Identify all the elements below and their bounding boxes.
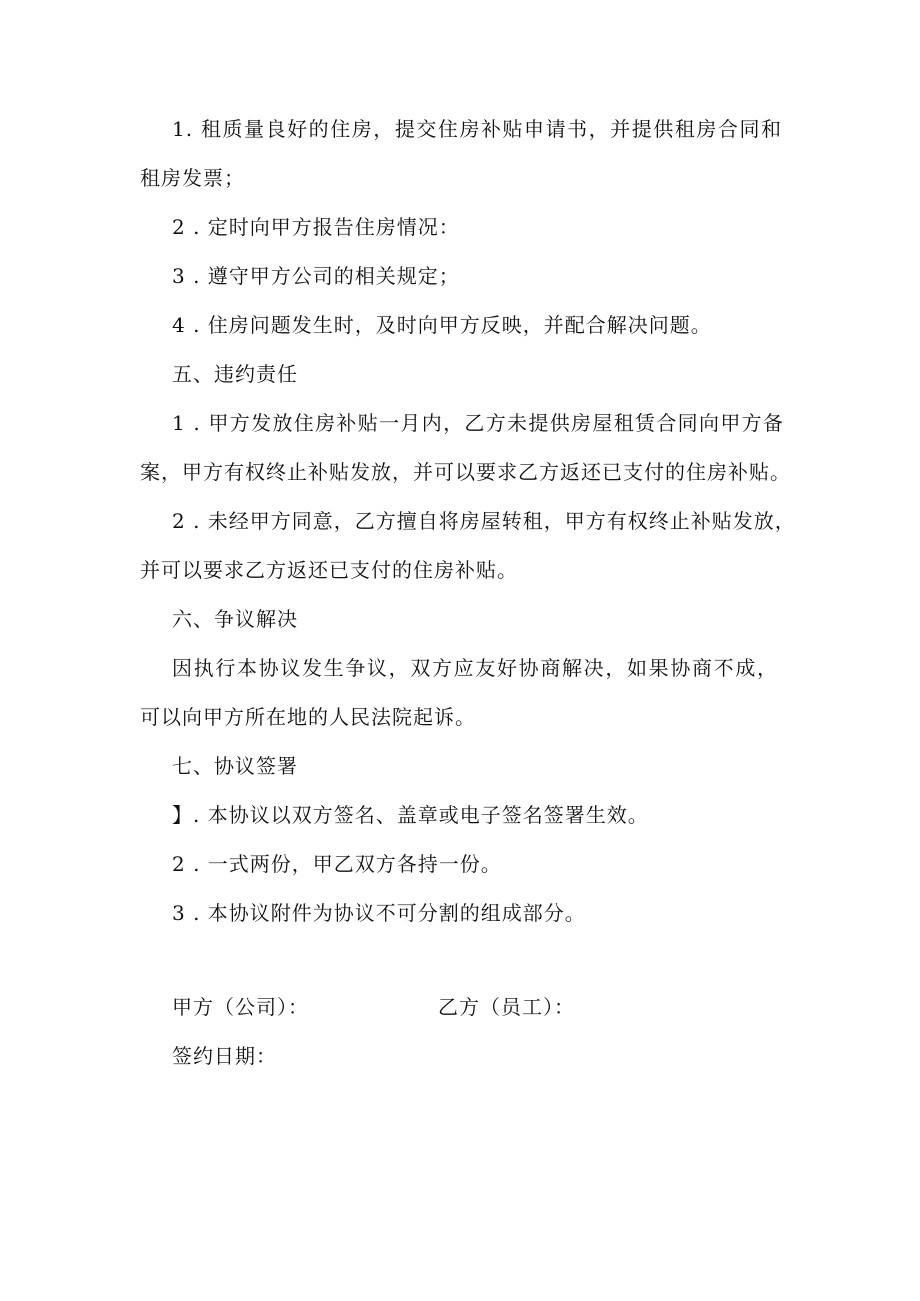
section-5-item-1-line-1: 1 . 甲方发放住房补贴一月内，乙方未提供房屋租赁合同向甲方备 xyxy=(172,411,784,435)
section-6-heading: 六、争议解决 xyxy=(172,607,298,631)
section-7-item-2: 2 . 一式两份，甲乙双方各持一份。 xyxy=(172,852,502,876)
duty-2: 2 . 定时向甲方报告住房情况： xyxy=(172,215,460,239)
duty-1-line-1: 1. 租质量良好的住房，提交住房补贴申请书，并提供租房合同和 xyxy=(172,117,782,141)
section-7-item-3: 3 . 本协议附件为协议不可分割的组成部分。 xyxy=(172,901,586,925)
section-7-item-1: 】. 本协议以双方签名、盖章或电子签名签署生效。 xyxy=(172,803,649,827)
section-6-text-line-1: 因执行本协议发生争议，双方应友好协商解决，如果协商不成， xyxy=(172,656,778,680)
section-7-heading: 七、协议签署 xyxy=(172,754,298,778)
party-b-label: 乙方（员工）： xyxy=(438,995,575,1019)
section-5-item-2-line-1: 2 . 未经甲方同意，乙方擅自将房屋转租，甲方有权终止补贴发放， xyxy=(172,509,796,533)
duty-3: 3 . 遵守甲方公司的相关规定； xyxy=(172,264,460,288)
duty-4: 4 . 住房问题发生时，及时向甲方反映，并配合解决问题。 xyxy=(172,313,712,337)
section-5-heading: 五、违约责任 xyxy=(172,362,298,386)
sign-date-label: 签约日期： xyxy=(172,1044,277,1068)
party-a-label: 甲方（公司）： xyxy=(172,995,309,1019)
section-6-text-line-2: 可以向甲方所在地的人民法院起诉。 xyxy=(140,705,476,729)
duty-1-line-2: 租房发票； xyxy=(140,166,245,190)
section-5-item-1-line-2: 案，甲方有权终止补贴发放，并可以要求乙方返还已支付的住房补贴。 xyxy=(140,460,791,484)
section-5-item-2-line-2: 并可以要求乙方返还已支付的住房补贴。 xyxy=(140,558,518,582)
